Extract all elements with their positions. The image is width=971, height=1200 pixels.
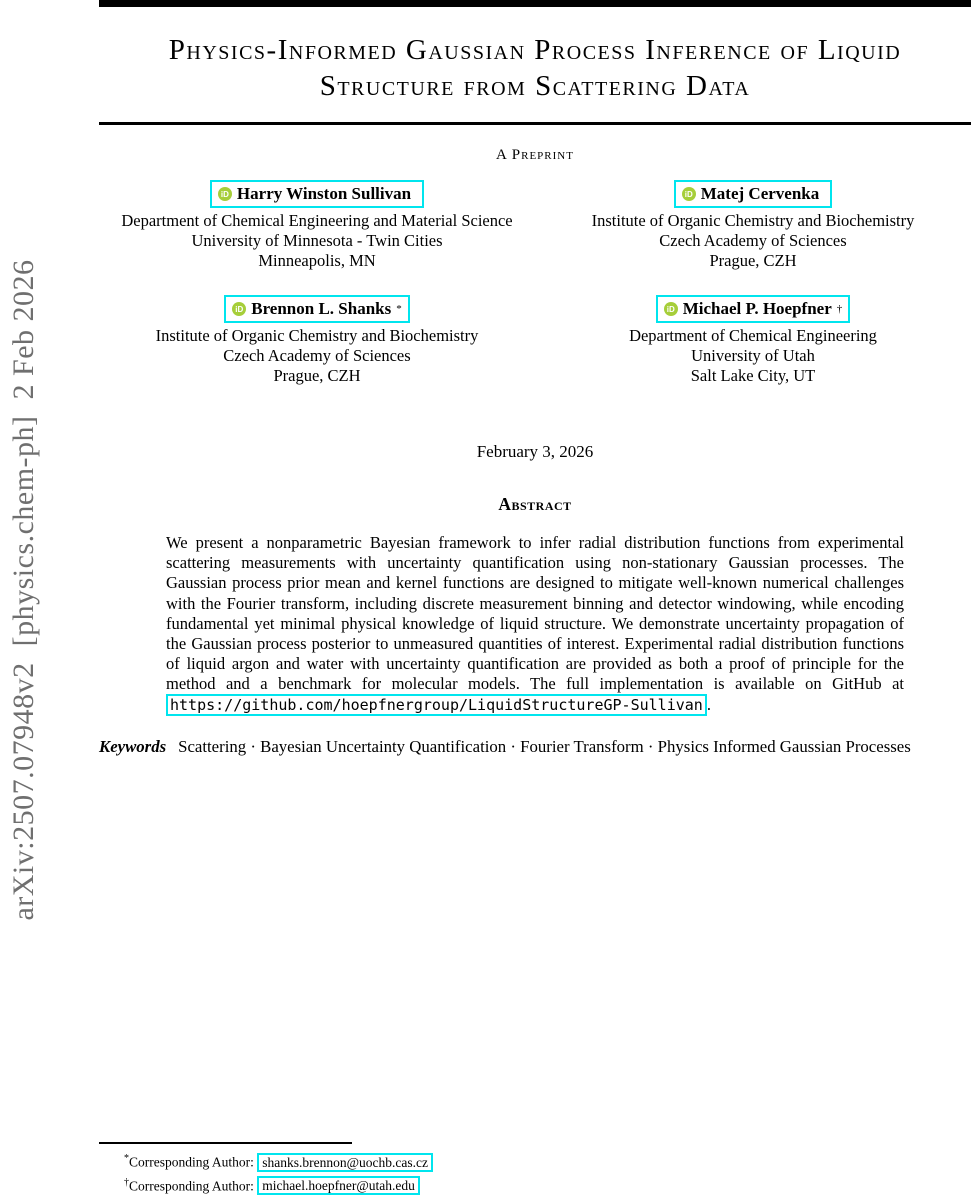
- author-link-hoepfner[interactable]: [656, 295, 851, 323]
- author-affiliation-line: Institute of Organic Chemistry and Biochemistry: [155, 326, 479, 345]
- keywords-line: [99, 737, 971, 757]
- author-affiliation-line: University of Minnesota - Twin Cities: [191, 231, 443, 250]
- title-line-1: Physics-Informed Gaussian Process Inference of Liquid: [168, 34, 902, 66]
- author-affiliation-line: Czech Academy of Sciences: [659, 231, 847, 250]
- footnote-text: Corresponding Author:: [129, 1154, 258, 1170]
- title-line-2: Structure from Scattering Data: [319, 70, 751, 102]
- author-affiliation-line: Prague, CZH: [273, 366, 361, 385]
- abstract-period: .: [706, 694, 711, 714]
- orcid-icon: iD: [232, 302, 246, 316]
- author-name: Harry Winston Sullivan: [236, 184, 412, 203]
- footnote-text: Corresponding Author:: [129, 1178, 258, 1193]
- author-affiliation-line: Minneapolis, MN: [258, 251, 376, 270]
- author-affiliation-line: Department of Chemical Engineering and Material Science: [121, 211, 513, 230]
- paper-page: [99, 0, 971, 757]
- author-mark: *: [396, 303, 402, 315]
- author-link-shanks[interactable]: [224, 295, 410, 323]
- footnote-mark: *: [124, 1153, 129, 1164]
- arxiv-watermark: arXiv:2507.07948v2 [physics.chem-ph] 2 Feb 2026: [7, 259, 40, 921]
- authors-row-1: [99, 180, 971, 271]
- footnotes: [99, 1142, 971, 1196]
- email-link-shanks[interactable]: shanks.brennon@uochb.cas.cz: [257, 1153, 433, 1172]
- orcid-icon: iD: [218, 187, 232, 201]
- author-affiliation-line: Czech Academy of Sciences: [223, 346, 411, 365]
- author-block-cervenka: [535, 180, 971, 271]
- footnote-corresponding-1: [99, 1149, 971, 1173]
- title-rule: [99, 122, 971, 125]
- abstract-heading: Abstract: [498, 494, 572, 514]
- author-affiliation-line: Prague, CZH: [709, 251, 797, 270]
- email-link-hoepfner[interactable]: michael.hoepfner@utah.edu: [257, 1176, 420, 1195]
- author-affiliation-line: Department of Chemical Engineering: [629, 326, 877, 345]
- orcid-icon: iD: [664, 302, 678, 316]
- author-affiliation-line: University of Utah: [691, 346, 815, 365]
- footnote-mark: †: [124, 1176, 129, 1188]
- paper-date: February 3, 2026: [476, 442, 594, 461]
- footnote-rule: [99, 1142, 352, 1144]
- author-affiliation-line: Salt Lake City, UT: [690, 366, 816, 385]
- top-rule: [99, 0, 971, 7]
- keywords-list: Scattering · Bayesian Uncertainty Quantification · Fourier Transform · Physics Informed Gaussian Processes: [178, 736, 911, 756]
- author-link-sullivan[interactable]: [210, 180, 424, 208]
- author-mark: †: [836, 303, 843, 315]
- authors-row-2: [99, 295, 971, 386]
- author-name: Brennon L. Shanks: [251, 299, 392, 318]
- author-affiliation-line: Institute of Organic Chemistry and Biochemistry: [591, 211, 915, 230]
- author-name: Michael P. Hoepfner: [682, 299, 832, 318]
- author-link-cervenka[interactable]: [674, 180, 833, 208]
- author-name: Matej Cervenka: [700, 184, 820, 203]
- github-link[interactable]: https://github.com/hoepfnergroup/LiquidStructureGP-Sullivan: [166, 694, 707, 716]
- abstract-body-text: We present a nonparametric Bayesian framework to infer radial distribution functions from experimental scattering measurements with uncertainty quantification using non-stationary Gaussian processes. The Gaussian process prior mean and kernel functions are designed to mitigate well-known numerical challenges with the Fourier transform, including discrete measurement binning and detector windowing, while encoding fundamental yet minimal physical knowledge of liquid structure. We demonstrate uncertainty propagation of the Gaussian process posterior to unmeasured quantities of interest. Experimental radial distribution functions of liquid argon and water with uncertainty quantification are provided as both a proof of principle for the method and a benchmark for molecular models. The full implementation is available on GitHub at: [166, 533, 904, 694]
- author-block-shanks: [99, 295, 535, 386]
- keywords-label: Keywords: [99, 736, 167, 756]
- orcid-icon: iD: [682, 187, 696, 201]
- paper-title: [99, 32, 971, 104]
- preprint-label: A Preprint: [496, 147, 574, 163]
- author-block-hoepfner: [535, 295, 971, 386]
- footnote-corresponding-2: [99, 1173, 971, 1197]
- abstract-text: [166, 533, 904, 715]
- author-block-sullivan: [99, 180, 535, 271]
